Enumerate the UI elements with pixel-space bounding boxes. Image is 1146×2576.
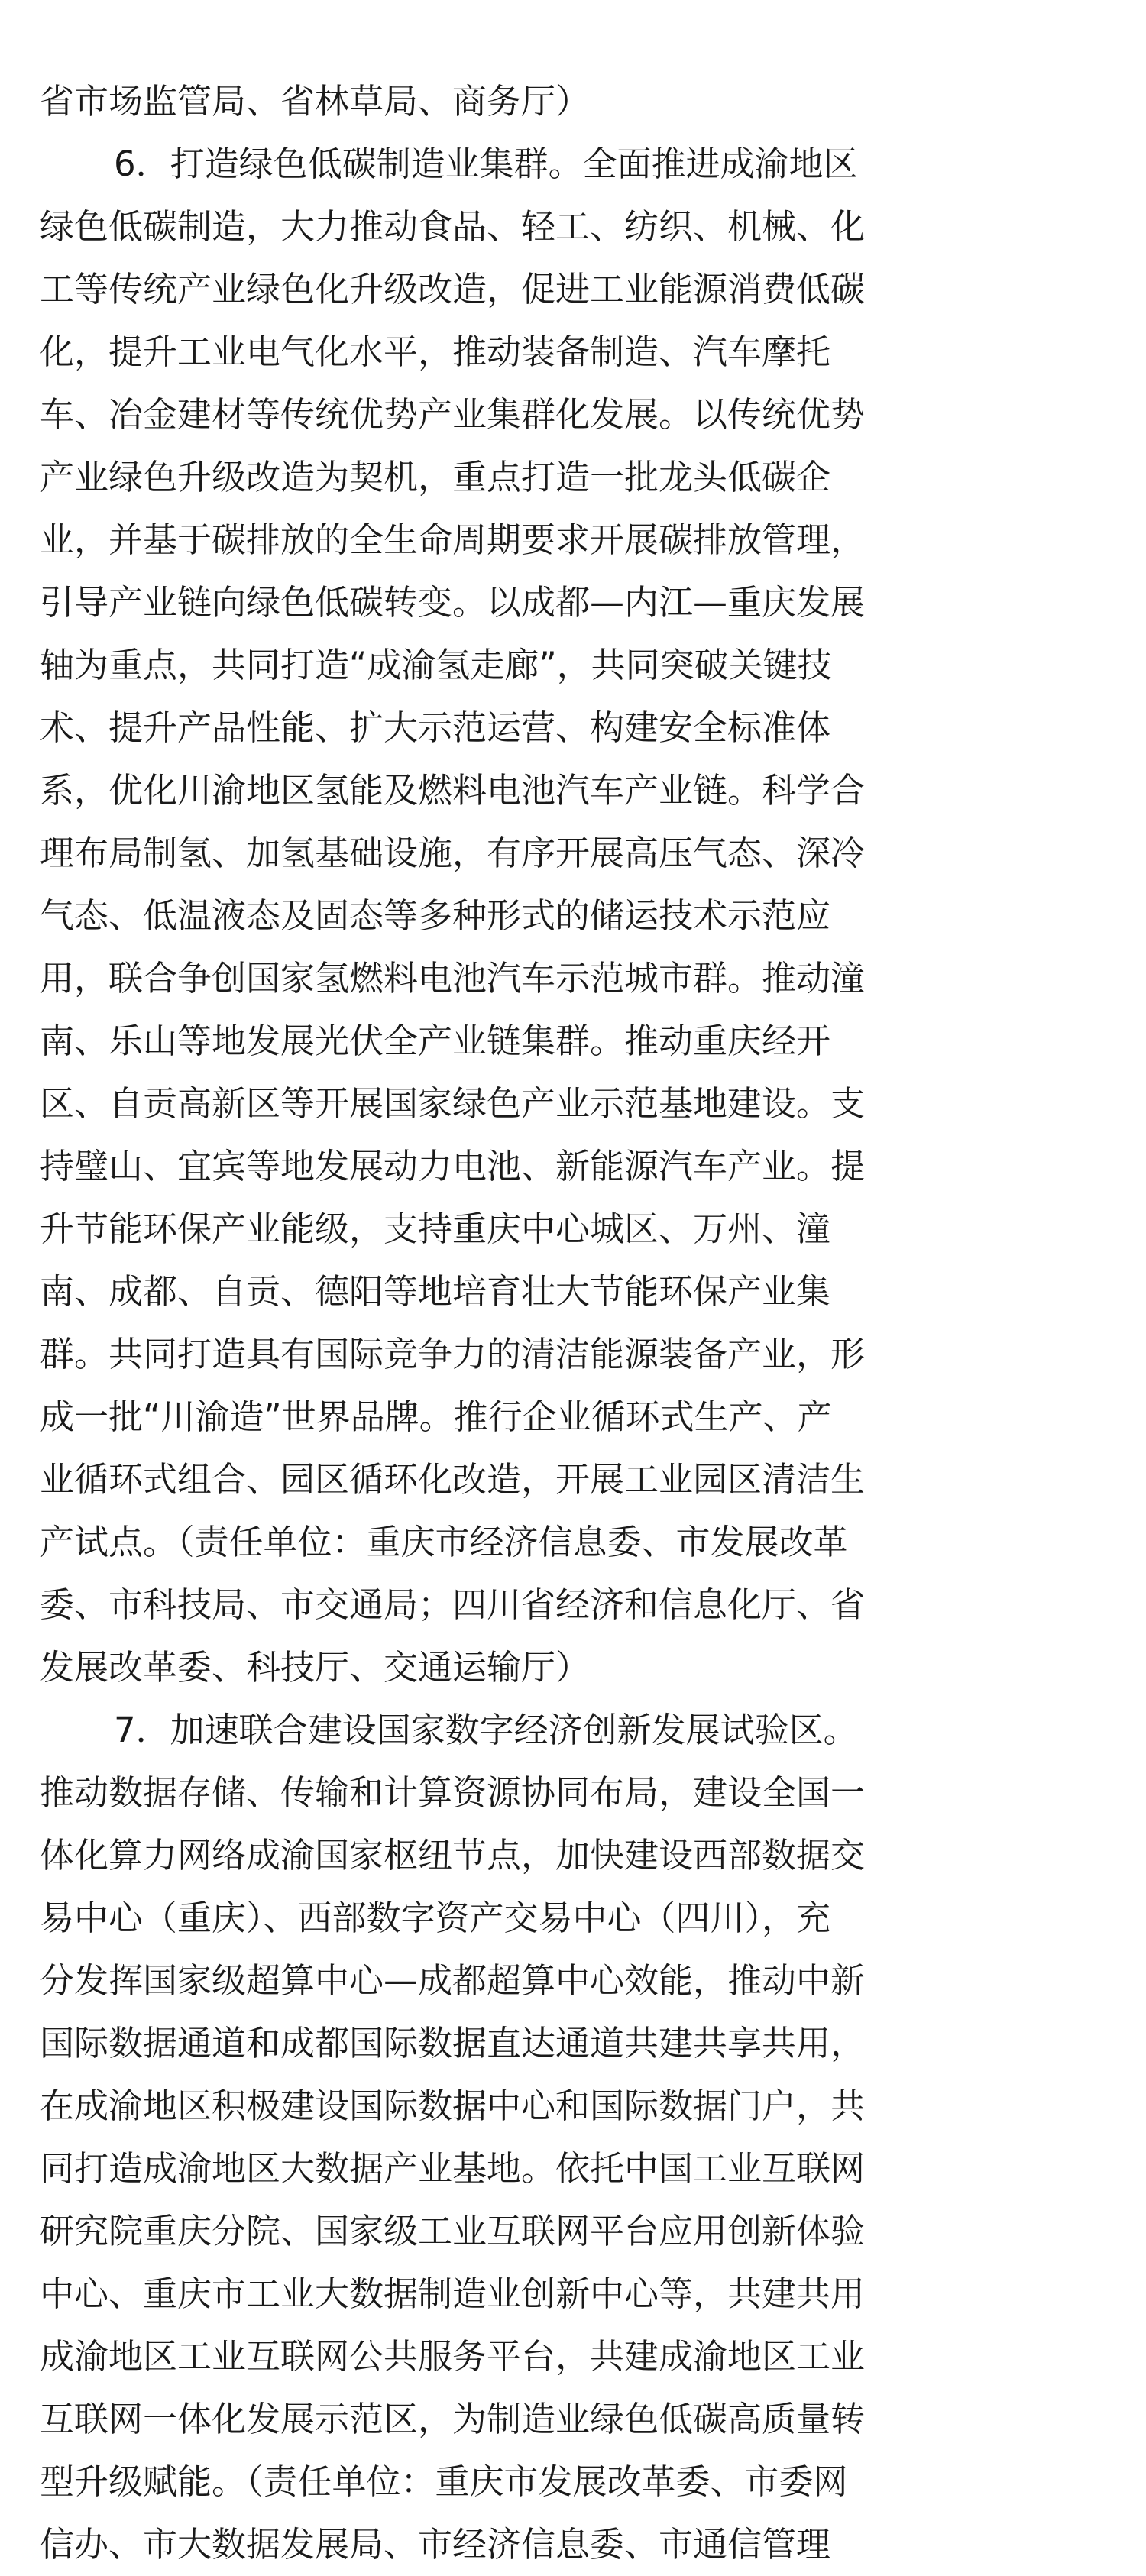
document-line: 发展改革委、科技厅、交通运输厅）	[40, 1647, 591, 1688]
document-line: 省市场监管局、省林草局、商务厅）	[40, 81, 591, 121]
document-line: 国际数据通道和成都国际数据直达通道共建共享共用，	[40, 2023, 866, 2063]
document-line: 体化算力网络成渝国家枢纽节点，加快建设西部数据交	[40, 1835, 866, 1875]
document-line: 持璧山、宜宾等地发展动力电池、新能源汽车产业。提	[40, 1146, 866, 1186]
document-line: 升节能环保产业能级，支持重庆中心城区、万州、潼	[40, 1209, 831, 1249]
document-line: 互联网一体化发展示范区，为制造业绿色低碳高质量转	[40, 2399, 866, 2439]
document-line: 易中心（重庆）、西部数字资产交易中心（四川），充	[40, 1898, 831, 1938]
document-line: 理布局制氢、加氢基础设施，有序开展高压气态、深冷	[40, 833, 866, 873]
document-line: 南、乐山等地发展光伏全产业链集群。推动重庆经开	[40, 1021, 831, 1061]
document-line: 用，联合争创国家氢燃料电池汽车示范城市群。推动潼	[40, 958, 866, 998]
document-line: 信办、市大数据发展局、市经济信息委、市通信管理	[40, 2524, 831, 2565]
document-line: 南、成都、自贡、德阳等地培育壮大节能环保产业集	[40, 1271, 831, 1312]
document-line: 群。共同打造具有国际竞争力的清洁能源装备产业，形	[40, 1334, 866, 1374]
document-line: 型升级赋能。（责任单位：重庆市发展改革委、市委网	[40, 2461, 848, 2502]
document-line: 工等传统产业绿色化升级改造，促进工业能源消费低碳	[40, 269, 866, 309]
document-line: 产业绿色升级改造为契机，重点打造一批龙头低碳企	[40, 457, 831, 497]
document-line: 化，提升工业电气化水平，推动装备制造、汽车摩托	[40, 332, 831, 372]
document-line: 产试点。（责任单位：重庆市经济信息委、市发展改革	[40, 1522, 848, 1562]
document-line: 7．加速联合建设国家数字经济创新发展试验区。	[114, 1710, 858, 1750]
document-line: 车、冶金建材等传统优势产业集群化发展。以传统优势	[40, 394, 866, 435]
document-line: 同打造成渝地区大数据产业基地。依托中国工业互联网	[40, 2148, 866, 2189]
document-line: 业循环式组合、园区循环化改造，开展工业园区清洁生	[40, 1459, 866, 1500]
document-line: 分发挥国家级超算中心—成都超算中心效能，推动中新	[40, 1960, 866, 2001]
document-line: 气态、低温液态及固态等多种形式的储运技术示范应	[40, 895, 831, 936]
document-line: 推动数据存储、传输和计算资源协同布局，建设全国一	[40, 1772, 866, 1813]
document-line: 绿色低碳制造，大力推动食品、轻工、纺织、机械、化	[40, 206, 866, 247]
document-line: 成一批“川渝造”世界品牌。推行企业循环式生产、产	[40, 1396, 832, 1437]
document-line: 中心、重庆市工业大数据制造业创新中心等，共建共用	[40, 2273, 866, 2314]
document-line: 6．打造绿色低碳制造业集群。全面推进成渝地区	[114, 144, 858, 184]
document-body	[40, 70, 957, 2576]
document-line: 区、自贡高新区等开展国家绿色产业示范基地建设。支	[40, 1083, 866, 1124]
document-line: 系，优化川渝地区氢能及燃料电池汽车产业链。科学合	[40, 770, 866, 811]
document-line: 成渝地区工业互联网公共服务平台，共建成渝地区工业	[40, 2336, 866, 2377]
document-line: 业，并基于碳排放的全生命周期要求开展碳排放管理，	[40, 519, 866, 560]
document-line: 在成渝地区积极建设国际数据中心和国际数据门户，共	[40, 2086, 866, 2126]
document-line: 轴为重点，共同打造“成渝氢走廊”，共同突破关键技	[40, 645, 832, 685]
document-line: 委、市科技局、市交通局；四川省经济和信息化厅、省	[40, 1584, 866, 1625]
document-line: 研究院重庆分院、国家级工业互联网平台应用创新体验	[40, 2211, 866, 2251]
document-line: 术、提升产品性能、扩大示范运营、构建安全标准体	[40, 707, 831, 748]
document-line: 引导产业链向绿色低碳转变。以成都—内江—重庆发展	[40, 582, 866, 623]
